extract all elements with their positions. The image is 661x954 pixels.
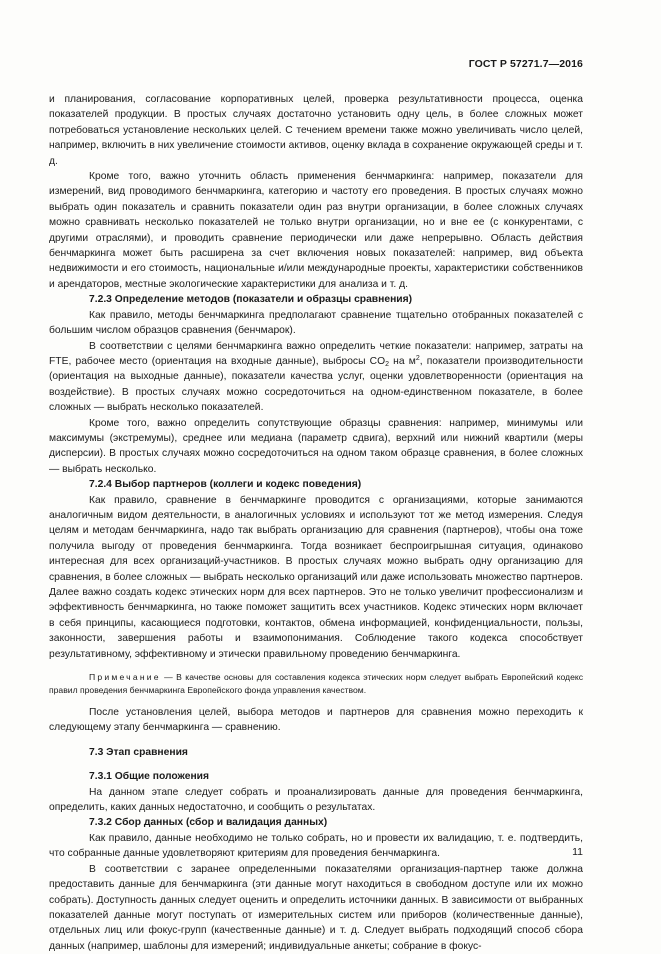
paragraph [49,339,583,416]
paragraph: Как правило, методы бенчмаркинга предполагают сравнение тщательно отобранных показателей с большим числом образцов сравнения (бенчмарок). [49,309,583,337]
paragraph: После установления целей, выбора методов и партнеров для сравнения можно переходить к следующему этапу бенчмаркинга — сравнению. [49,707,583,734]
paragraph: На данном этапе следует собрать и проанализировать данные для проведения бенчмаркинга, определить, каких данных недостаточно, и сообщить о результатах. [49,786,583,814]
section-heading-7-3-2: 7.3.2 Сбор данных (сбор и валидация данных) [89,817,328,829]
note-label: Примечание [89,672,161,683]
paragraph: Кроме того, важно уточнить область применения бенчмаркинга: например, показатели для измерений, вид проводимого бенчмаркинга, категорию и частоту его проведения. В простых случаях можно выбрать один показатель и сравнить показатели один раз внутри организации, в более сложных случаях можно сравнивать несколько показателей не только внутри организации, но и вне ее (с конкурентами, с другими отраслями), и проводить сравнение периодически или даже непрерывно. Область действия бенчмаркинга может быть расширена за счет включения новых показателей: например, вид объекта недвижимости и его стоимость, национальные и/или международные проекты, характеристики собственников и арендаторов, местные экологические характеристики для анализа и т. д. [49,171,583,290]
page-number: 11 [572,846,583,858]
document-body [49,92,583,954]
paragraph: и планирования, согласование корпоративных целей, проверка результативности процесса, оценка показателей продукции. В простых случаях достаточно установить одну цель, в более сложных может потребоваться установление нескольких целей. С течением времени также можно увеличивать число целей, например, включить в них увеличение стоимости активов, оценку вклада в сохранение окружающей среды и т. д. [49,94,583,167]
superscript: 2 [415,354,420,362]
paragraph: Как правило, сравнение в бенчмаркинге проводится с организациями, которые занимаются аналогичным видом деятельности, в аналогичных условиях и используют тот же метод измерения. Следуя целям и методам бенчмаркинга, надо так выбрать организацию для сравнения (партнеров), чтобы она тоже получила выгоду от проведения бенчмаркинга. Тогда возникает беспроигрышная ситуация, одинаково интересная для всех организаций-участников. В простых случаях можно выбрать одну организацию для сравнения, в более сложных — выбрать несколько организаций или даже использовать множество партнеров. Далее важно создать кодекс этических норм для всех партнеров. Это не только увеличит профессионализм и эффективность бенчмаркинга, но также поможет защитить всех участников. Кодекс этических норм включает в себя принципы, касающиеся подготовки, контактов, обмена информацией, конфиденциальности, пользы, законности, завершения работы и взаимопонимания. Соблюдение такого кодекса способствует результативному, эффективному и этически правильному проведению бенчмаркинга. [49,494,583,660]
section-heading-7-2-4: 7.2.4 Выбор партнеров (коллеги и кодекс поведения) [89,479,362,491]
paragraph-text: на м [389,355,416,367]
section-heading-7-3: 7.3 Этап сравнения [89,746,188,758]
paragraph: В соответствии с заранее определенными показателями организация-партнер также должна предоставить данные для бенчмаркинга (эти данные могут находиться в свободном доступе или их можно собрать). Доступность данных следует оценить и определить источники данных. В зависимости от выбранных показателей данные могут поступать от измерительных систем или приборов (количественные данные), отдельных лиц или фокус-групп (качественные данные) и т. д. Следует выбрать подходящий способ сбора данных (например, шаблоны для измерений; индивидуальные анкеты; собрание в фокус- [49,863,583,952]
paragraph-text: В соответствии с целями бенчмаркинга важно определить четкие показатели: например, затраты на FTE, рабочее место (ориентация на входные данные), выбросы CO [49,340,583,367]
section-heading-7-3-1: 7.3.1 Общие положения [89,771,209,783]
note-text: — В качестве основы для составления кодекса этических норм следует выбрать Европейский кодекс правил проведения бенчмаркинга Европейского фонда управления качеством. [49,672,583,696]
section-heading-7-2-3: 7.2.3 Определение методов (показатели и образцы сравнения) [89,294,413,306]
paragraph-text: , показатели производительности (ориентация на выходные данные), показатели качества услуг, оценки удовлетворенности (ориентация на воздействие). В простых случаях можно сосредоточиться на одном-единственном показателе, в более сложных — выбрать несколько показателей. [49,355,584,414]
note [49,671,583,697]
document-header-id: ГОСТ Р 57271.7—2016 [468,58,583,70]
subscript: 2 [385,360,389,368]
paragraph: Как правило, данные необходимо не только собрать, но и провести их валидацию, т. е. подтвердить, что собранные данные удовлетворяют критериям для проведения бенчмаркинга. [49,832,583,860]
paragraph: Кроме того, важно определить сопутствующие образцы сравнения: например, минимумы или максимумы (экстремумы), среднее или медиана (параметр сдвига), верхний или нижний квартили (меры дисперсии). В простых случаях можно сосредоточиться на одном таком образце сравнения, в более сложных — выбрать несколько. [49,417,583,475]
